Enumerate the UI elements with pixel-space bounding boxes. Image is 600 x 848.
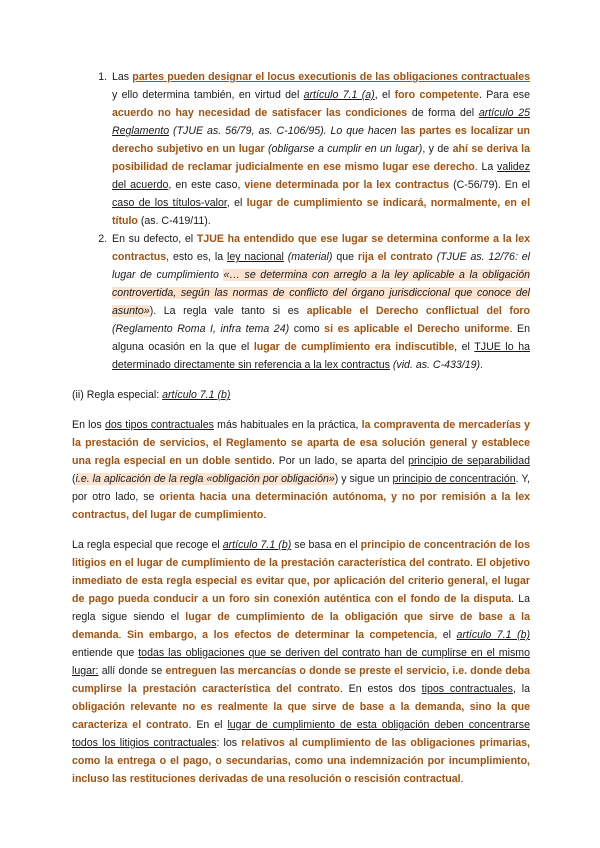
text-run: lugar de cumplimiento se indicará, normalmente, en el título [112, 197, 531, 227]
text-run: Sin embargo, a los efectos de determinar la competencia [126, 629, 435, 641]
text-run: La regla especial que recoge el [72, 539, 223, 551]
text-run: . Y, por otro lado, se [72, 473, 530, 503]
text-run: (TJUE as. 56/79, as. C-106/95). Lo que hacen [169, 125, 401, 137]
text-run: de forma del [407, 107, 479, 119]
text-run: (obligarse a cumplir en un lugar) [264, 143, 423, 155]
text-run: artículo 7.1 (b) [222, 539, 292, 551]
text-run: artículo 25 Reglamento [112, 107, 530, 137]
text-run: , la [512, 683, 530, 695]
text-run: : los [216, 737, 242, 749]
text-run: caso de los títulos-valor [112, 197, 227, 209]
text-run: la compraventa de mercaderías y la prestación de servicios, el Reglamento se aparta de esa solución general y establece una regla especial en un doble sentido [72, 419, 531, 467]
text-run: validez del acuerdo [112, 161, 530, 191]
text-run: «… se determina con arreglo a la ley aplicable a la obligación controvertida, según las normas de conflicto del órgano jurisdiccional que conoce del asunto» [112, 269, 530, 317]
text-run: , y de [422, 143, 453, 155]
text-run: viene determinada por la lex contractus [244, 179, 450, 191]
text-run: principio de concentración [392, 473, 516, 485]
text-run: rija el contrato [357, 251, 433, 263]
text-run: , el [434, 629, 457, 641]
text-run: si es aplicable el Derecho uniforme [324, 323, 510, 335]
text-run: i.e. la aplicación de la regla «obligación por obligación» [75, 473, 335, 485]
text-run: En su defecto, el [112, 233, 197, 245]
paragraph [72, 536, 530, 788]
text-run: (ii) Regla especial: [72, 389, 163, 401]
text-run: . En estos dos [339, 683, 422, 695]
text-run: y ello determina también, en virtud del [112, 89, 304, 101]
text-run: relativos al cumplimiento de las obligaciones primarias, como la entrega o el pago, o secundarias, como una indemnización por incumplimiento, incluso las restituciones derivadas de una resolución o rescisión contractual [72, 737, 530, 785]
text-run: , esto es, la [166, 251, 227, 263]
text-run: orienta hacia una determinación autónoma, y no por remisión a la lex contractus, del lugar de cumplimiento [72, 491, 531, 521]
text-run: más habituales en la práctica, [213, 419, 362, 431]
text-run: lugar de cumplimiento de la obligación que sirve de base a la demanda [72, 611, 530, 641]
paragraph [72, 416, 530, 524]
text-run: ) y sigue un [334, 473, 393, 485]
text-run: , el [454, 341, 475, 353]
text-run: principio de separabilidad [408, 455, 530, 467]
text-run: las partes es localizar un derecho subjetivo en un lugar [112, 125, 530, 155]
text-run: , el [374, 89, 395, 101]
text-run: , en este caso, [168, 179, 245, 191]
text-run: . [118, 629, 127, 641]
text-run: entiende que [72, 647, 139, 659]
text-run: (Reglamento Roma I, infra tema 24) [112, 323, 290, 335]
text-run: . Por un lado, se aparta del [271, 455, 409, 467]
list-item [110, 230, 530, 374]
text-run: (material) [283, 251, 337, 263]
text-run: . En el [188, 719, 228, 731]
text-run: ley nacional [226, 251, 284, 263]
text-run: acuerdo no hay necesidad de satisfacer las condiciones [112, 107, 408, 119]
numbered-list [72, 68, 530, 374]
text-run: foro competente [394, 89, 479, 101]
text-run: TJUE lo ha determinado directamente sin referencia a la lex contractus [112, 341, 530, 371]
text-run: . La regla sigue siendo el [72, 593, 530, 623]
text-run: El objetivo inmediato de esta regla especial es evitar que, por aplicación del criterio general, el lugar de pago pueda conducir a un foro sin conexión auténtica con el fondo de la disputa [72, 557, 530, 605]
text-run: obligación relevante no es realmente la que sirve de base a la demanda, sino la que caracteriza el contrato [72, 701, 530, 731]
text-run: . [470, 557, 477, 569]
text-run: . En alguna ocasión en la que el [112, 323, 531, 353]
text-run: (as. C-419/11). [137, 215, 211, 227]
text-run: principio de concentración de los litigios en el lugar de cumplimiento de la prestación característica del contrato [72, 539, 530, 569]
text-run: tipos contractuales [421, 683, 513, 695]
text-run: ( [72, 473, 76, 485]
text-run: En los [72, 419, 105, 431]
text-run: . [480, 359, 483, 371]
text-run: que [336, 251, 358, 263]
section-heading [72, 386, 530, 404]
text-run: partes pueden designar el locus executionis de las obligaciones contractuales [132, 71, 530, 83]
text-run: TJUE ha entendido que ese lugar se determina conforme a la lex contractus [112, 233, 530, 263]
text-run: (vid. as. C-433/19) [389, 359, 481, 371]
text-run: . Para ese [478, 89, 530, 101]
text-run: artículo 7.1 (a) [303, 89, 375, 101]
text-run: , el [226, 197, 247, 209]
text-run: ). La regla vale tanto si es [149, 305, 307, 317]
text-run: allí donde se [98, 665, 166, 677]
text-run: entreguen las mercancías o donde se preste el servicio, i.e. donde deba cumplirse la prestación característica del contrato [72, 665, 530, 695]
text-run: todas las obligaciones que se deriven del contrato han de cumplirse en el mismo lugar: [72, 647, 530, 677]
text-run: (TJUE as. 12/76: el lugar de cumplimiento [112, 251, 530, 281]
text-run: Las [112, 71, 133, 83]
text-run: se basa en el [291, 539, 361, 551]
text-run: artículo 7.1 (b) [456, 629, 530, 641]
text-run: . [263, 509, 267, 521]
text-run: lugar de cumplimiento era indiscutible [253, 341, 455, 353]
text-run: . La [474, 161, 498, 173]
text-run: lugar de cumplimiento de esta obligación deben concentrarse todos los litigios contractuales [72, 719, 530, 749]
text-run: artículo 7.1 (b) [162, 389, 231, 401]
text-run: aplicable el Derecho conflictual del foro [306, 305, 531, 317]
text-run: dos tipos contractuales [104, 419, 214, 431]
text-run: (C-56/79). En el [449, 179, 530, 191]
list-item [110, 68, 530, 230]
text-run: . [460, 773, 464, 785]
text-run: ahí se deriva la posibilidad de reclamar judicialmente en ese mismo lugar ese derecho [112, 143, 530, 173]
text-run: como [289, 323, 325, 335]
